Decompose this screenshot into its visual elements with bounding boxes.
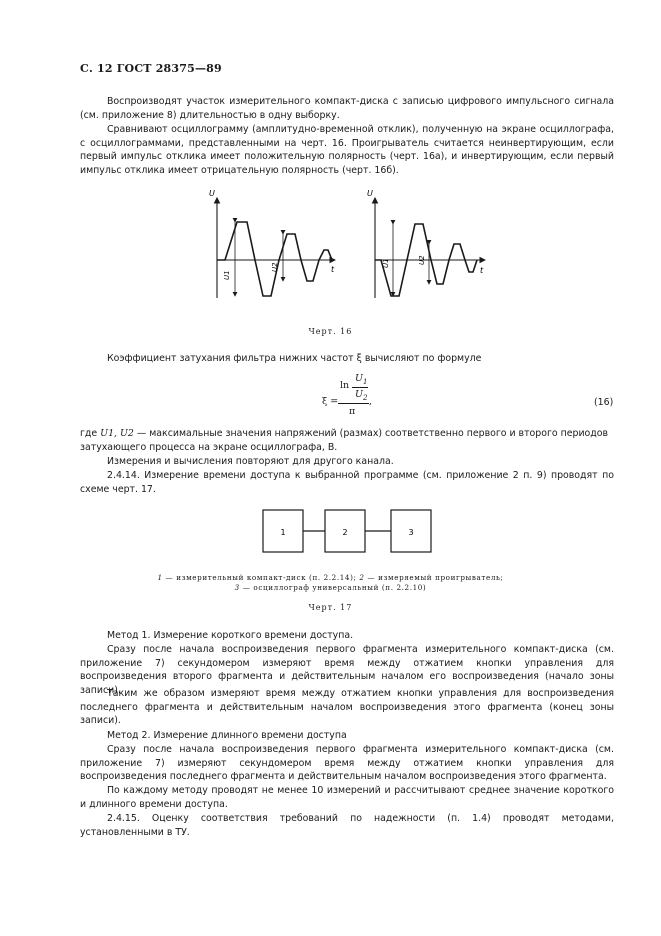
where-prefix: где — [80, 428, 98, 439]
formula-explanation — [80, 427, 614, 454]
figure-16-oscillograms — [195, 180, 505, 315]
paragraph-2-4-14: 2.4.14. Измерение времени доступа к выбранной программе (см. приложение 2 п. 9) проводят по схеме черт. 17. — [80, 470, 614, 495]
paragraph-coefficient: Коэффициент затухания фильтра нижних частот ξ вычисляют по формуле — [107, 353, 482, 364]
t-axis-label-b: t — [480, 266, 484, 275]
paragraph-reproduce: Воспроизводят участок измерительного компакт-диска с записью цифрового импульсного сигнала (см. приложение 8) длительностью в одну выборку. — [80, 96, 614, 121]
legend-line-2: 3 — осциллограф универсальный (п. 2.2.10) — [234, 583, 427, 592]
t-axis-label-a: t — [331, 265, 335, 274]
signal-curve-a — [217, 222, 332, 296]
figure-17-diagram — [255, 505, 440, 557]
u-axis-label-a: U — [209, 189, 215, 198]
paragraph-method-2-body: Сразу после начала воспроизведения первого фрагмента измерительного компакт-диска (см. приложение 7) измеряют секундомером время между отжатием кнопки управления для воспроизведения последнего фрагмента и действительным началом воспроизведения этого фрагмента. — [80, 744, 614, 783]
paragraph-repeat: Измерения и вычисления повторяют для другого канала. — [107, 456, 394, 467]
u1-label-a: U1 — [223, 270, 231, 280]
paragraph-method-2: Метод 2. Измерение длинного времени доступа — [107, 730, 347, 741]
u-axis-label-b: U — [367, 189, 373, 198]
paragraph-method-1-last: Таким же образом измеряют время между отжатием кнопки управления для воспроизведения последнего фрагмента и действительным началом воспроизведения этого фрагмента (конец зоны записи). — [80, 688, 614, 727]
legend-line-1: 1 — измерительный компакт-диск (п. 2.2.14); 2 — измеряемый проигрыватель; — [157, 573, 504, 582]
formula-u2: $U_2$ — [355, 389, 368, 402]
formula-ln: ln — [340, 380, 350, 391]
inner-fraction-bar — [352, 387, 368, 388]
page-header: С. 12 ГОСТ 28375—89 — [80, 62, 222, 75]
block-3-label: 3 — [408, 528, 414, 537]
oscillogram-a — [217, 198, 335, 298]
formula-u1: $U_1$ — [355, 373, 368, 386]
outer-fraction-bar — [338, 403, 369, 404]
paragraph-method-1-body: Сразу после начала воспроизведения первого фрагмента измерительного компакт-диска (см. приложение 7) секундомером измеряют время между отжатием кнопки управления для воспроизведения второго фрагмента и действительным началом его воспроизведения (начало зоны записи). — [80, 644, 614, 696]
formula-number: (16) — [594, 397, 614, 408]
where-text: — максимальные значения напряжений (размах) соответственно первого и второго периодов затухающего процесса на экране осциллографа, В. — [80, 428, 609, 453]
figure-16-caption: Черт. 16 — [308, 327, 353, 336]
u1-label-b: U1 — [382, 258, 390, 268]
block-2-label: 2 — [342, 528, 348, 537]
paragraph-2-4-15: 2.4.15. Оценку соответствия требований по надежности (п. 1.4) проводят методами, установленными в ТУ. — [80, 813, 614, 838]
formula-pi: π — [349, 406, 356, 417]
u2-label-b: U2 — [418, 255, 426, 265]
paragraph-compare: Сравнивают осциллограмму (амплитудно-временной отклик), полученную на экране осциллографа, с осциллограммами, представленными на черт. 16. Проигрыватель считается неинвертирующим, если первый импульс отклика имеет положительную полярность (черт. 16а), и инвертирующим, если первый импульс отклика имеет отрицательную полярность (черт. 16б). — [80, 124, 614, 176]
figure-17-legend — [0, 573, 661, 593]
paragraph-average: По каждому методу проводят не менее 10 измерений и рассчитывают среднее значение короткого и длинного времени доступа. — [80, 785, 614, 810]
paragraph-method-1: Метод 1. Измерение короткого времени доступа. — [107, 630, 354, 641]
formula-lhs: ξ = — [322, 396, 339, 407]
where-vars: U1, U2 — [100, 428, 134, 439]
block-1-label: 1 — [280, 528, 286, 537]
formula-comma: , — [369, 396, 373, 407]
figure-17-caption: Черт. 17 — [308, 603, 353, 612]
oscillogram-b — [375, 198, 485, 298]
u2-label-a: U2 — [271, 262, 279, 272]
